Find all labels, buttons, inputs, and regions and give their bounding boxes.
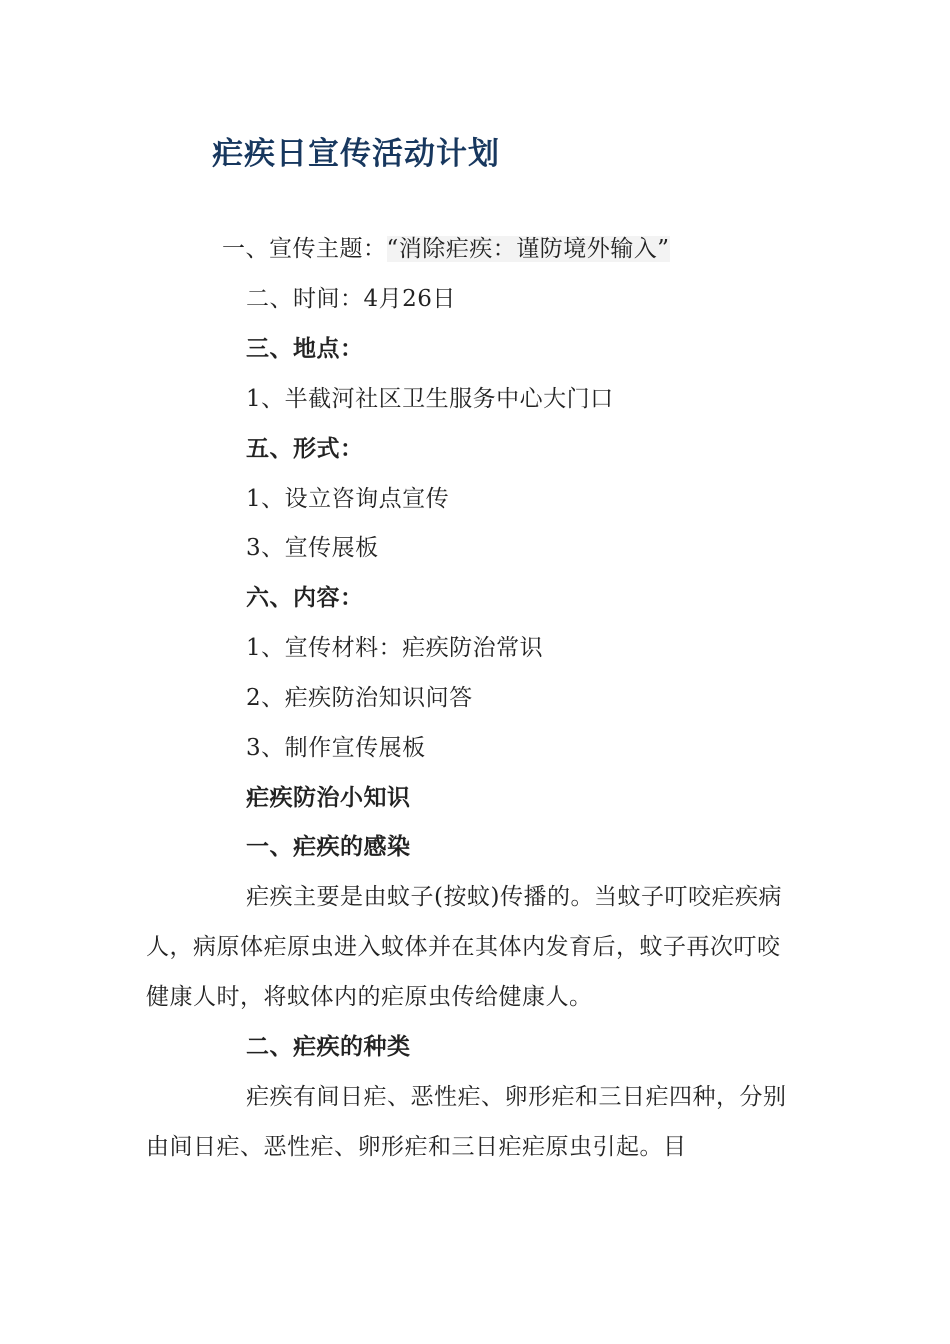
theme-line (222, 234, 670, 264)
theme-value: “消除疟疾：谨防境外输入” (386, 236, 670, 262)
content-item-1: 1、宣传材料：疟疾防治常识 (246, 635, 544, 661)
theme-label: 一、宣传主题： (222, 236, 387, 262)
infection-paragraph: 疟疾主要是由蚊子(按蚊)传播的。当蚊子叮咬疟疾病人，病原体疟原虫进入蚊体并在其体内发育后，蚊子再次叮咬健康人时，将蚊体内的疟原虫传给健康人。 (146, 884, 782, 1010)
content-heading: 六、内容： (246, 584, 364, 611)
infection-heading: 一、疟疾的感染 (246, 833, 411, 860)
place-heading: 三、地点： (246, 335, 364, 362)
place-item-1: 1、半截河社区卫生服务中心大门口 (246, 386, 614, 412)
form-item-1: 1、设立咨询点宣传 (246, 486, 450, 512)
types-paragraph: 疟疾有间日疟、恶性疟、卵形疟和三日疟四种，分别由间日疟、恶性疟、卵形疟和三日疟疟原虫引起。目 (146, 1084, 787, 1160)
content-item-3: 3、制作宣传展板 (246, 735, 426, 761)
form-item-3: 3、宣传展板 (246, 535, 379, 561)
time-line: 二、时间：4月26日 (246, 286, 456, 312)
types-heading: 二、疟疾的种类 (246, 1033, 411, 1060)
document-title: 疟疾日宣传活动计划 (212, 136, 500, 172)
content-item-2: 2、疟疾防治知识问答 (246, 685, 473, 711)
knowledge-heading: 疟疾防治小知识 (246, 784, 411, 811)
form-heading: 五、形式： (246, 435, 364, 462)
